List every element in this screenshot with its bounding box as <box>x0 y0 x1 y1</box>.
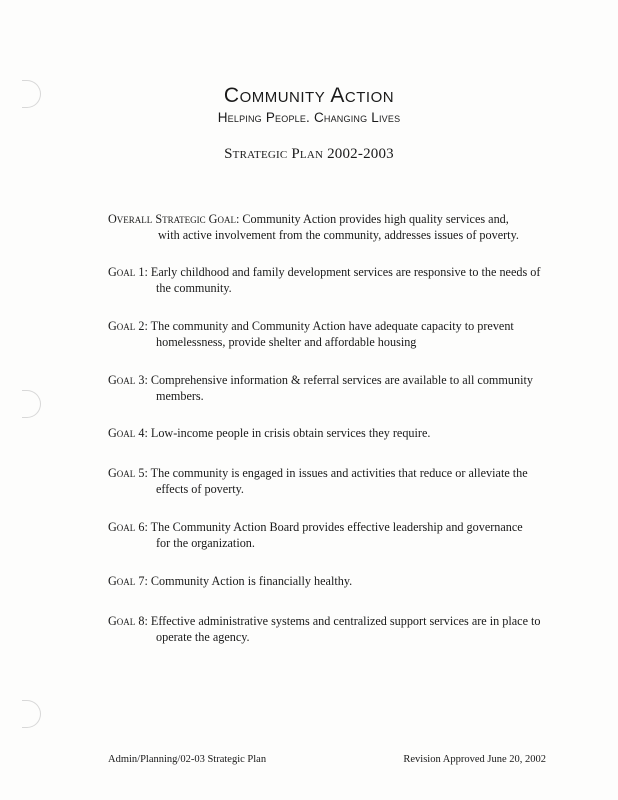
goal-label: Goal 7: <box>108 574 148 588</box>
goal-3 <box>108 372 548 404</box>
goal-label: Goal 6: <box>108 520 148 534</box>
goal-7 <box>108 573 548 589</box>
goal-8 <box>108 613 548 645</box>
goal-text-continued: operate the agency. <box>156 630 250 644</box>
goal-text-continued: the community. <box>156 281 232 295</box>
goal-label: Goal 5: <box>108 466 148 480</box>
goal-text-continued: effects of poverty. <box>156 482 244 496</box>
punch-hole-mark <box>22 700 41 728</box>
tagline: Helping People. Changing Lives <box>217 110 401 125</box>
goal-5 <box>108 465 548 497</box>
goal-label: Goal 4: <box>108 426 148 440</box>
goal-label: Goal 1: <box>108 265 148 279</box>
goal-1 <box>108 264 548 296</box>
goal-2 <box>108 318 548 350</box>
goal-text: Comprehensive information & referral services are available to all community <box>150 373 533 387</box>
overall-goal <box>108 211 548 243</box>
goal-text-continued: members. <box>156 389 204 403</box>
goal-label: Goal 3: <box>108 373 148 387</box>
goal-text-continued: with active involvement from the community, addresses issues of poverty. <box>158 228 519 242</box>
goal-text: The community is engaged in issues and activities that reduce or alleviate the <box>150 466 528 480</box>
goal-text: Early childhood and family development services are responsive to the needs of <box>150 265 541 279</box>
footer-document-path: Admin/Planning/02-03 Strategic Plan <box>108 754 267 765</box>
plan-title: Strategic Plan 2002-2003 <box>224 146 394 162</box>
goal-6 <box>108 519 548 551</box>
goal-text-continued: for the organization. <box>156 536 255 550</box>
goal-text: The community and Community Action have adequate capacity to prevent <box>150 319 514 333</box>
goal-text: The Community Action Board provides effective leadership and governance <box>150 520 523 534</box>
goal-label: Overall Strategic Goal: <box>108 212 240 226</box>
punch-hole-mark <box>22 390 41 418</box>
goal-label: Goal 2: <box>108 319 148 333</box>
goal-text: Low-income people in crisis obtain services they require. <box>150 426 431 440</box>
goal-text: Community Action is financially healthy. <box>150 574 353 588</box>
footer-revision-date: Revision Approved June 20, 2002 <box>403 754 546 765</box>
goal-text-continued: homelessness, provide shelter and affordable housing <box>156 335 417 349</box>
goal-text: Community Action provides high quality services and, <box>242 212 509 226</box>
goal-label: Goal 8: <box>108 614 148 628</box>
goal-text: Effective administrative systems and centralized support services are in place to <box>150 614 541 628</box>
org-title: Community Action <box>223 84 395 107</box>
goal-4 <box>108 425 548 441</box>
